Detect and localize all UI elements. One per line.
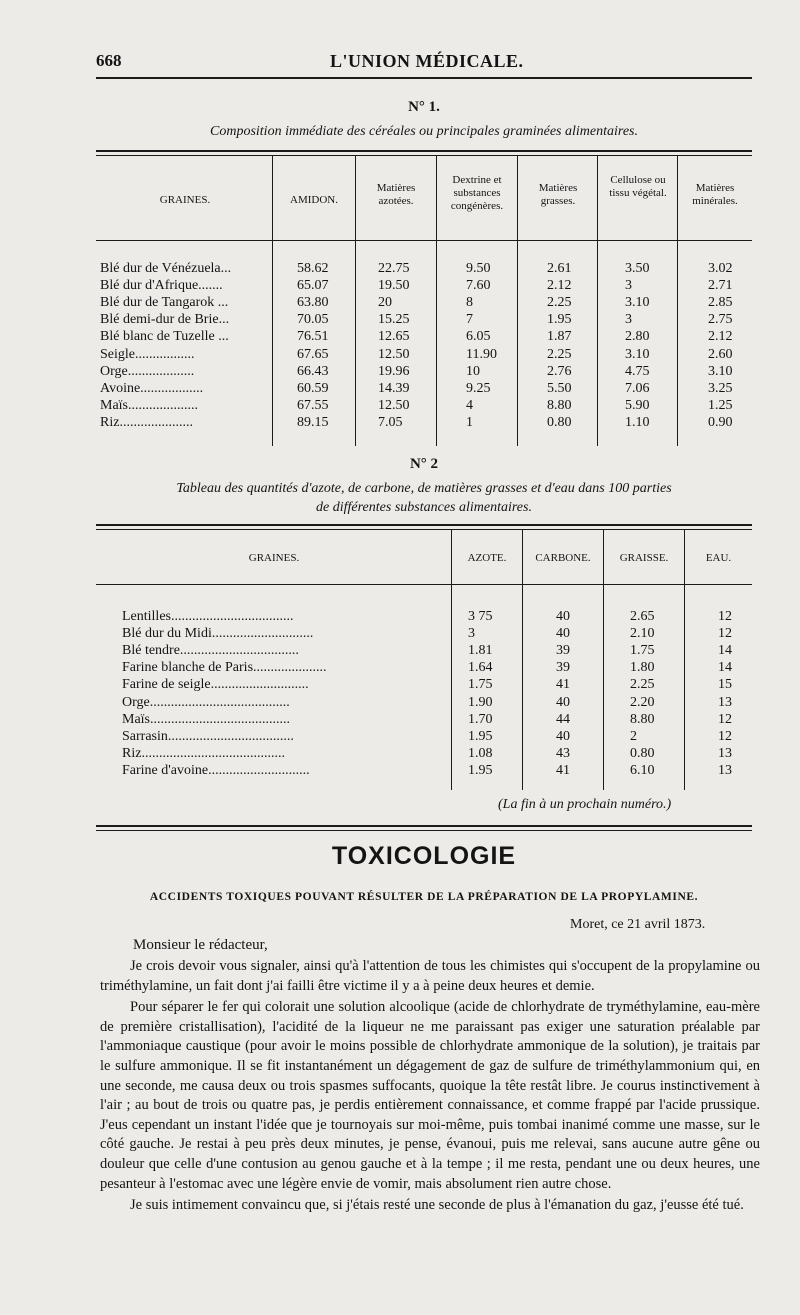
t1-cell-azotees: 15.25 [378,312,410,328]
t1-cell-amidon: 89.15 [297,414,329,430]
t1-cell-minerales: 1.25 [708,397,733,413]
t2-row-name: Farine d'avoine............................. [122,762,310,778]
table1-top-rule [96,150,752,152]
t2-row-name: Lentilles................................... [122,609,294,624]
t2-cell-azote: 1.95 [468,728,493,744]
t1-cell-grasses: 2.12 [547,278,572,294]
t2-cell-eau: 12 [718,609,732,624]
t1-cell-amidon: 65.07 [297,278,329,294]
t2-cell-carbone: 39 [556,660,570,676]
t2-col-eau: EAU. [705,552,732,564]
t1-cell-minerales: 2.60 [708,346,733,362]
t1-cell-grasses: 2.76 [547,363,572,379]
t2-cell-graisse: 2.20 [630,694,655,710]
t2-cell-azote: 3 75 [468,609,493,624]
t1-cell-cellulose: 1.10 [625,414,650,430]
t1-cell-amidon: 67.65 [297,346,329,362]
t1-row-name: Blé dur de Vénézuela... [100,261,232,276]
table1-caption: Composition immédiate des céréales ou principales graminées alimentaires. [210,124,638,139]
t1-cell-cellulose: 5.90 [625,397,650,413]
table2-header-rule [96,584,752,585]
t2-cell-graisse: 0.80 [630,745,655,761]
t2-cell-carbone: 39 [556,643,570,659]
t2-cell-eau: 13 [718,694,732,710]
t1-cell-cellulose: 7.06 [625,380,650,396]
t2-cell-graisse: 2.25 [630,677,655,693]
t1-col-minerales: Matières minérales. [692,182,738,207]
t1-cell-amidon: 63.80 [297,295,329,311]
t2-cell-graisse: 1.80 [630,660,655,676]
t2-row-name: Orge........................................ [122,694,290,710]
table2-caption-line2: de différentes substances alimentaires. [316,500,532,515]
t1-cell-grasses: 1.95 [547,312,572,328]
t1-cell-cellulose: 3 [625,278,632,294]
t2-cell-azote: 1.90 [468,694,493,710]
t1-cell-amidon: 66.43 [297,363,329,379]
table1-top-rule-2 [96,155,752,156]
table2-continuation: (La fin à un prochain numéro.) [498,797,672,812]
t1-cell-dextrine: 7.60 [466,278,491,294]
t1-cell-dextrine: 6.05 [466,329,491,345]
t2-row-name: Blé tendre.................................. [122,643,299,659]
table2-top-rule-2 [96,529,752,530]
t2-col-graisse: GRAISSE. [619,552,669,564]
t1-cell-amidon: 60.59 [297,380,329,396]
paragraph-2: Pour séparer le fer qui colorait une solution alcoolique (acide de chlorhydrate de tryméthylamine, eau-mère de première cristallisation), l'acidité de la liqueur ne me paraissant pas exiger une saturation préalable par l'ammoniaque caustique (pour avoir le moins possible de chlorhydrate ammonique de la solution), je traitais par le sulfure ammonique. Il se fit instantanément un dégagement de gaz de sulfure de triméthylammonium qui, en une seconde, me causa deux ou trois spasmes suffocants, quoique la tête restât libre. Je courus instinctivement à l'air ; au bout de trois ou quatre pas, je perdis entièrement connaissance, et comme frappé par l'acide prussique. J'eus cependant un instant l'idée que je tournoyais sur moi-même, puis tombai inanimé comme une masse, sur le côté gauche. Je restai à peu près deux minutes, je pense, évanoui, puis me relevai, sans aucune autre gêne ou douleur que celle d'une contusion au genou gauche et à la tempe ; il me resta, pendant une ou deux heures, une pesanteur à l'estomac avec une légère envie de vomir, mais absolument rien autre chose. [100,999,760,1192]
t1-cell-minerales: 3.02 [708,261,733,276]
t1-cell-amidon: 67.55 [297,397,329,413]
t1-cell-minerales: 3.10 [708,363,733,379]
table1-number: N° 1. [408,99,440,115]
t1-col-grasses: Matières grasses. [538,182,578,207]
paragraph-1: Je crois devoir vous signaler, ainsi qu'à l'attention de tous les chimistes qui s'occupent de la propylamine ou triméthylamine, un fait dont j'ai failli être victime il y a à peine deux heures et demie. [100,958,760,994]
t1-row-name: Maïs.................... [100,397,198,413]
t1-row-name: Blé demi-dur de Brie... [100,312,230,328]
t2-col-azote: AZOTE. [467,552,507,564]
t2-cell-azote: 1.70 [468,711,493,727]
t1-cell-azotees: 12.50 [378,397,410,413]
t1-cell-dextrine: 11.90 [466,346,497,362]
t2-cell-azote: 1.64 [468,660,493,676]
article-body [100,957,760,1216]
t1-row-name: Riz..................... [100,414,193,430]
t2-divider [522,530,523,790]
section-title: TOXICOLOGIE [331,842,517,870]
t2-cell-eau: 13 [718,762,732,778]
t1-cell-minerales: 2.85 [708,295,733,311]
paragraph-3: Je suis intimement convaincu que, si j'étais resté une seconde de plus à l'émanation du gaz, j'eusse été tué. [130,1197,744,1214]
t2-col-graines: GRAINES. [248,552,300,564]
t2-row-name: Farine de seigle............................ [122,677,309,693]
t1-cell-azotees: 12.65 [378,329,410,345]
t1-divider [597,156,598,446]
t2-row-name: Farine blanche de Paris..................... [122,660,327,676]
t1-cell-minerales: 0.90 [708,414,733,430]
t2-cell-graisse: 8.80 [630,711,655,727]
table2-caption-line1: Tableau des quantités d'azote, de carbone, de matières grasses et d'eau dans 100 parties [176,481,672,496]
t1-cell-azotees: 22.75 [378,261,410,276]
t2-row-name: Maïs........................................ [122,711,290,727]
section-rule [96,825,752,827]
t1-cell-dextrine: 9.25 [466,380,491,396]
t1-cell-grasses: 1.87 [547,329,572,345]
t1-cell-dextrine: 9.50 [466,261,491,276]
t1-row-name: Avoine.................. [100,380,204,396]
t1-cell-minerales: 2.71 [708,278,733,294]
t2-cell-azote: 1.95 [468,762,493,778]
t2-cell-graisse: 6.10 [630,762,655,778]
t1-cell-dextrine: 8 [466,295,473,311]
t2-cell-azote: 3 [468,626,475,642]
t2-cell-eau: 12 [718,728,732,744]
t2-cell-eau: 13 [718,745,732,761]
t1-row-name: Orge................... [100,363,195,379]
t1-col-amidon: AMIDON. [290,194,338,206]
t2-cell-eau: 15 [718,677,732,693]
t2-cell-graisse: 1.75 [630,643,655,659]
t1-cell-dextrine: 10 [466,363,480,379]
t1-cell-grasses: 2.61 [547,261,572,276]
t1-cell-dextrine: 4 [466,397,473,413]
t1-divider [677,156,678,446]
section-subtitle: ACCIDENTS TOXIQUES POUVANT RÉSULTER DE LA PRÉPARATION DE LA PROPYLAMINE. [149,891,699,903]
t1-row-name: Seigle................. [100,346,195,362]
t1-cell-dextrine: 7 [466,312,473,328]
t1-cell-cellulose: 3.10 [625,346,650,362]
t2-cell-carbone: 41 [556,677,570,693]
t1-cell-cellulose: 3 [625,312,632,328]
t1-row-name: Blé blanc de Tuzelle ... [100,329,229,345]
t2-cell-graisse: 2.10 [630,626,655,642]
t2-cell-carbone: 41 [556,762,570,778]
t2-cell-graisse: 2 [630,728,637,744]
t1-divider [517,156,518,446]
header-rule [96,77,752,79]
salutation: Monsieur le rédacteur, [133,937,268,953]
t1-row-name: Blé dur de Tangarok ... [100,295,229,311]
t1-cell-cellulose: 2.80 [625,329,650,345]
page-number: 668 [96,51,122,70]
t1-cell-azotees: 12.50 [378,346,410,362]
t1-cell-cellulose: 3.50 [625,261,650,276]
t2-cell-eau: 14 [718,660,732,676]
t1-cell-grasses: 2.25 [547,295,572,311]
t1-row-name: Blé dur d'Afrique....... [100,278,223,294]
t2-row-name: Sarrasin.................................... [122,728,294,744]
t1-cell-cellulose: 4.75 [625,363,650,379]
t1-cell-amidon: 76.51 [297,329,329,345]
t1-cell-grasses: 0.80 [547,414,572,430]
t2-cell-azote: 1.81 [468,643,493,659]
t1-cell-azotees: 7.05 [378,414,403,430]
t1-cell-azotees: 19.96 [378,363,410,379]
t1-cell-dextrine: 1 [466,414,473,430]
t1-cell-grasses: 5.50 [547,380,572,396]
section-rule-2 [96,830,752,831]
t1-cell-minerales: 2.75 [708,312,733,328]
t2-cell-carbone: 40 [556,609,570,624]
t2-cell-eau: 14 [718,643,732,659]
t2-cell-azote: 1.08 [468,745,493,761]
journal-title: L'UNION MÉDICALE. [330,51,524,71]
t2-cell-eau: 12 [718,626,732,642]
t2-cell-carbone: 43 [556,745,570,761]
t2-cell-carbone: 44 [556,711,570,727]
table1-header-rule [96,240,752,241]
t2-divider [684,530,685,790]
t1-col-azotees: Matières azotées. [376,182,416,207]
table2-number: N° 2 [409,456,439,472]
t1-cell-azotees: 20 [378,295,392,311]
t2-divider [603,530,604,790]
t2-cell-graisse: 2.65 [630,609,655,624]
t1-cell-grasses: 8.80 [547,397,572,413]
t1-col-cellulose: Cellulose ou tissu végétal. [609,174,667,199]
t1-cell-azotees: 19.50 [378,278,410,294]
t2-row-name: Riz......................................... [122,745,285,761]
t2-row-name: Blé dur du Midi............................. [122,626,314,642]
t1-cell-minerales: 3.25 [708,380,733,396]
t2-cell-carbone: 40 [556,694,570,710]
t2-cell-azote: 1.75 [468,677,493,693]
t2-cell-eau: 12 [718,711,732,727]
t1-cell-minerales: 2.12 [708,329,733,345]
t1-col-dextrine: Dextrine et substances congénères. [450,174,504,212]
table2-top-rule [96,524,752,526]
t2-cell-carbone: 40 [556,728,570,744]
t2-col-carbone: CARBONE. [535,552,591,564]
t1-divider [355,156,356,446]
t1-cell-grasses: 2.25 [547,346,572,362]
t1-col-graines: GRAINES. [159,194,211,206]
t2-cell-carbone: 40 [556,626,570,642]
t1-cell-amidon: 70.05 [297,312,329,328]
dateline: Moret, ce 21 avril 1873. [570,917,706,932]
t1-cell-amidon: 58.62 [297,261,329,276]
t1-divider [436,156,437,446]
t1-cell-cellulose: 3.10 [625,295,650,311]
t2-divider [451,530,452,790]
t1-cell-azotees: 14.39 [378,380,410,396]
